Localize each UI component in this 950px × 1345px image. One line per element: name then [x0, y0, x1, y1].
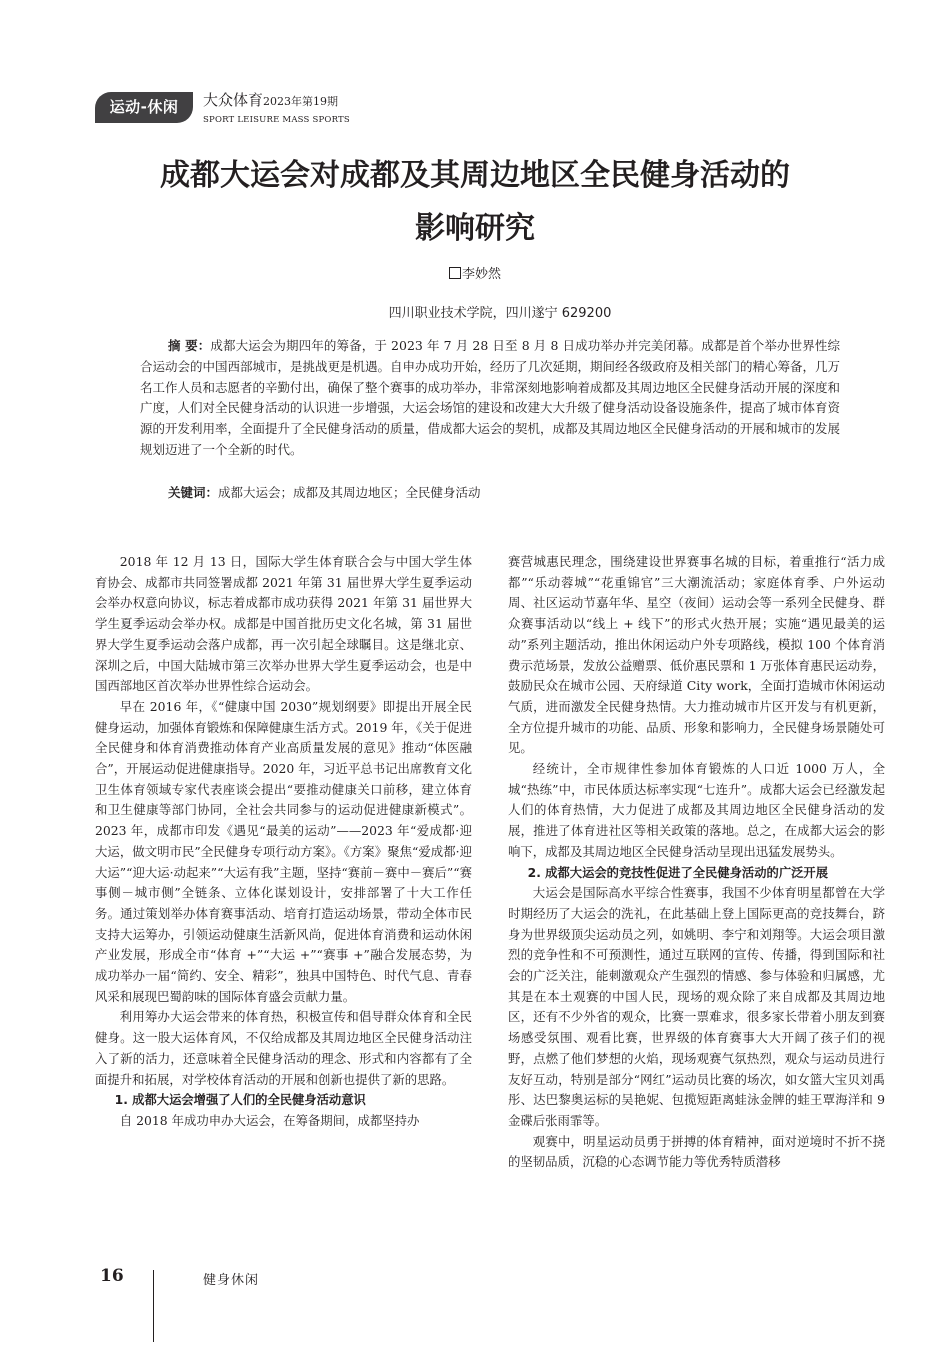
page-number: 16 — [100, 1266, 124, 1286]
paragraph: 大运会是国际高水平综合性赛事，我国不少体育明星都曾在大学时期经历了大运会的洗礼，在此基础上登上国际更高的竞技舞台，跻身为世界级顶尖运动员之列，如姚明、李宁和刘翔等。大运会项目激烈的竞争性和不可预测性，通过互联网的宣传、传播，得到国际和社会的广泛关注，能刺激观众产生强烈的情感、参与体验和归属感，尤其是在本土观赛的中国人民，现场的观众除了来自成都及其周边地区，还有不少外省的观众，比赛一票难求，很多家长带着小朋友到赛场感受氛围、观看比赛，世界级的体育赛事大大开阔了孩子们的视野，点燃了他们梦想的火焰，现场观赛气氛热烈，观众与运动员进行友好互动，特别是部分“网红”运动员比赛的场次，如女篮大宝贝刘禹彤、达巴黎奥运标的吴艳妮、包揽短距离蛙泳金牌的蛙王覃海洋和 9 金碟后张雨霏等。 — [508, 885, 885, 1128]
paragraph: 自 2018 年成功申办大运会，在筹备期间，成都坚持办 — [119, 1112, 420, 1128]
paragraph: 2018 年 12 月 13 日，国际大学生体育联合会与中国大学生体育协会、成都市共同签署成都 2021 年第 31 届世界大学生夏季运动会举办权意向协议，标志着成都市成功获得 2021 年第 31 届世界大学生夏季运动会举办权。成都是中国首批历史文化名城，第 31 届世界大学生夏季运动会落户成都，再一次引起全球瞩目。这是继北京、深圳之后，中国大陆城市第三次举办世界大学生夏季运动会，也是中国西部地区首次举办世界性综合运动会。 — [95, 554, 472, 694]
abstract — [140, 336, 840, 461]
issue-label: 2023年第19期 — [263, 95, 339, 108]
left-column — [95, 552, 472, 1132]
magazine-subtitle: SPORT LEISURE MASS SPORTS — [203, 115, 350, 125]
magazine-info — [203, 92, 350, 126]
section-badge: 运动-休闲 — [95, 92, 193, 123]
keywords-label: 关键词： — [168, 485, 219, 500]
keywords-text: 成都大运会；成都及其周边地区；全民健身活动 — [218, 485, 481, 500]
right-column — [508, 552, 885, 1173]
magazine-name: 大众体育 — [203, 91, 264, 109]
paragraph: 经统计，全市规律性参加体育锻炼的人口近 1000 万人，全城“热练”中，市民体质达标率实现“七连升”。成都大运会已经激发起人们的体育热情，大力促进了成都及其周边地区全民健身活动的发展，推进了体育进社区等相关政策的落地。总之，在成都大运会的影响下，成都及其周边地区全民健身活动呈现出迅猛发展势头。 — [508, 761, 885, 859]
abstract-label: 摘 要： — [168, 338, 211, 353]
abstract-text: 成都大运会为期四年的筹备，于 2023 年 7 月 28 日至 8 月 8 日成功举办并完美闭幕。成都是首个举办世界性综合运动会的中国西部城市，是挑战更是机遇。自申办成功开始，经历了几次延期，期间经各级政府及相关部门的精心筹备，几万名工作人员和志愿者的辛勤付出，确保了整个赛事的成功举办，非常深刻地影响着成都及其周边地区全民健身活动开展的深度和广度，人们对全民健身活动的认识进一步增强，大运会场馆的建设和改建大大升级了健身活动设备设施条件，提高了城市体育资源的开发利用率，全面提升了全民健身活动的质量，借成都大运会的契机，成都及其周边地区全民健身活动的开展和城市的发展规划迈进了一个全新的时代。 — [140, 338, 841, 457]
affiliation: 四川职业技术学院，四川遂宁 629200 — [388, 306, 612, 321]
paragraph: 早在 2016 年，《“健康中国 2030”规划纲要》即提出开展全民健身运动，加强体育锻炼和保障健康生活方式。2019 年，《关于促进全民健身和体育消费推动体育产业高质量发展的意见》推动“体医融合”，开展运动促进健康指导。2020 年，习近平总书记出席教育文化卫生体育领域专家代表座谈会提出“要推动健康关口前移，建立体育和卫生健康等部门协同，全社会共同参与的运动促进健康新模式”。2023 年，成都市印发《遇见“最美的运动”——2023 年“爱成都·迎大运，做文明市民”全民健身专项行动方案》。《方案》聚焦“爱成都·迎大运”“迎大运·动起来”“大运有我”主题，坚持“赛前－赛中－赛后”“赛事侧－城市侧”全链条、立体化谋划设计，安排部署了十大工作任务。通过策划举办体育赛事活动、培育打造运动场景，带动全体市民支持大运筹办，引领运动健康生活新风尚，促进体育消费和运动休闲产业发展，形成全市“体育 +”“大运 +”“赛事 +”融合发展态势，为成功举办一届“简约、安全、精彩”，独具中国特色、时代气息、青春风采和展现巴蜀韵味的国际体育盛会贡献力量。 — [95, 698, 472, 1004]
paragraph: 观赛中，明星运动员勇于拼搏的体育精神，面对逆境时不折不挠的坚韧品质，沉稳的心态调节能力等优秀特质潜移 — [508, 1133, 885, 1170]
paper-title-line1: 成都大运会对成都及其周边地区全民健身活动的 — [160, 158, 790, 193]
section-heading-1: 1. 成都大运会增强了人们的全民健身活动意识 — [114, 1093, 366, 1108]
keywords — [140, 483, 840, 503]
author-name: 李妙然 — [461, 267, 501, 282]
footer-divider — [153, 1270, 154, 1342]
author-line — [0, 263, 950, 282]
section-heading-2: 2. 成都大运会的竞技性促进了全民健身活动的广泛开展 — [527, 865, 829, 880]
paper-title-line2: 影响研究 — [415, 211, 535, 246]
paragraph: 利用筹办大运会带来的体育热，积极宣传和倡导群众体育和全民健身。这一股大运体育风，不仅给成都及其周边地区全民健身活动注入了新的活力，还意味着全民健身活动的理念、形式和内容都有了全面提升和拓展，对学校体育活动的开展和创新也提供了新的思路。 — [95, 1009, 472, 1087]
footer-section: 健身休闲 — [203, 1273, 260, 1288]
paragraph: 赛营城惠民理念，围绕建设世界赛事名城的目标，着重推行“活力成都”“乐动蓉城”“花重锦官”三大潮流活动；家庭体育季、户外运动周、社区运动节嘉年华、星空（夜间）运动会等一系列全民健身、群众赛事活动以“线上 + 线下”的形式火热开展；实施“遇见最美的运动”系列主题活动，推出休闲运动户外专项路线，模拟 100 个体育消费示范场景，发放公益赠票、低价惠民票和 1 万张体育惠民运动券，鼓励民众在城市公园、天府绿道 City work，全面打造城市休闲运动气质，进而激发全民健身热情。大力推动城市片区开发与有机更新，全方位提升城市的功能、品质、形象和影响力，全民健身场景随处可见。 — [508, 554, 885, 756]
author-box-icon — [449, 267, 461, 279]
